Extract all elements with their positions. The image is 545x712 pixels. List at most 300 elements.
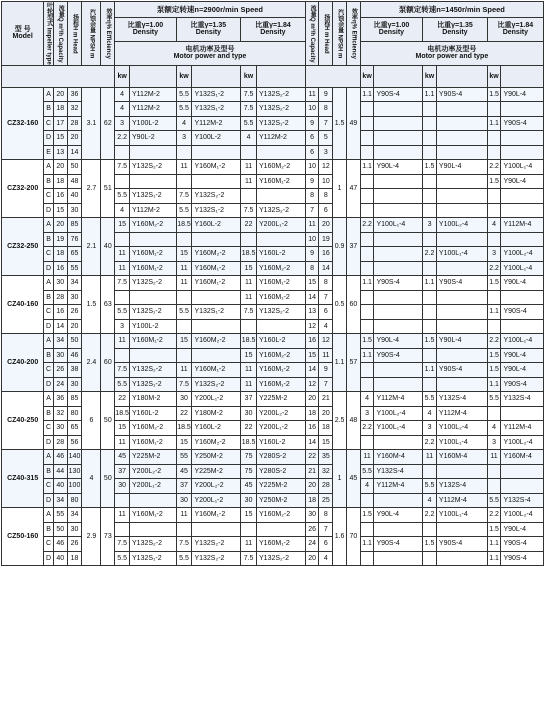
motor-kw-1450-cell: 1.1 — [487, 116, 501, 131]
motor-kw-1450-cell: 1.1 — [360, 348, 374, 363]
capacity-cell: 17 — [53, 116, 67, 131]
capacity-1450-cell: 11 — [305, 87, 319, 102]
motor-kw-cell: 11 — [176, 363, 192, 378]
motor-type-1450-cell: Y112M-4 — [501, 218, 544, 233]
motor-kw-cell: 11 — [241, 160, 257, 175]
capacity-1450-cell: 24 — [305, 537, 319, 552]
motor-type-cell: Y112M-2 — [130, 203, 177, 218]
motor-type-cell: Y160L-2 — [130, 406, 177, 421]
motor-kw-cell: 5.5 — [115, 189, 130, 204]
motor-kw-1450-cell: 1.1 — [487, 305, 501, 320]
model-cell: CZ40-315 — [2, 450, 44, 508]
head-1450-cell: 9 — [319, 87, 333, 102]
motor-type-1450-cell — [436, 522, 487, 537]
motor-kw-cell — [115, 174, 130, 189]
motor-kw-1450-cell: 5.5 — [423, 392, 437, 407]
motor-type-cell — [192, 348, 241, 363]
motor-type-1450-cell: Y112M-4 — [501, 421, 544, 436]
capacity-cell: 20 — [53, 87, 67, 102]
capacity-cell: 19 — [53, 232, 67, 247]
motor-type-1450-cell: Y90S-4 — [501, 377, 544, 392]
motor-type-1450-cell: Y90S-4 — [374, 348, 423, 363]
motor-kw-1450-cell — [423, 102, 437, 117]
capacity-1450-cell: 12 — [305, 319, 319, 334]
motor-kw-cell: 7.5 — [115, 363, 130, 378]
capacity-1450-cell: 8 — [305, 189, 319, 204]
header-kw: kw — [115, 65, 130, 87]
motor-type-1450-cell — [501, 102, 544, 117]
table-row — [2, 392, 544, 407]
capacity-1450-cell: 15 — [305, 348, 319, 363]
motor-kw-1450-cell — [360, 305, 374, 320]
motor-kw-cell — [115, 290, 130, 305]
head-cell: 80 — [67, 406, 82, 421]
motor-kw-cell: 7.5 — [241, 305, 257, 320]
impeller-cell: A — [44, 508, 54, 523]
motor-type-cell: Y200L₂-2 — [257, 406, 306, 421]
motor-type-1450-cell — [501, 145, 544, 160]
motor-kw-1450-cell: 11 — [487, 450, 501, 465]
motor-type-1450-cell: Y90L-4 — [436, 334, 487, 349]
motor-type-cell: Y160M₁-2 — [130, 334, 177, 349]
motor-type-1450-cell — [436, 102, 487, 117]
header-kw: kw — [176, 65, 192, 87]
motor-kw-1450-cell — [360, 102, 374, 117]
motor-kw-1450-cell: 3 — [423, 218, 437, 233]
motor-type-1450-cell — [374, 232, 423, 247]
efficiency-1450-cell: 45 — [346, 450, 360, 508]
motor-type-cell: Y160M₁-2 — [192, 508, 241, 523]
motor-type-cell — [130, 493, 177, 508]
motor-kw-cell: 11 — [241, 290, 257, 305]
motor-kw-cell: 11 — [115, 508, 130, 523]
motor-kw-cell — [115, 493, 130, 508]
header-blank — [374, 65, 423, 87]
head-1450-cell: 14 — [319, 261, 333, 276]
motor-type-1450-cell: Y112M-4 — [374, 479, 423, 494]
motor-type-cell: Y160M₁-2 — [257, 174, 306, 189]
head-cell: 32 — [67, 102, 82, 117]
head-1450-cell: 8 — [319, 102, 333, 117]
head-1450-cell: 35 — [319, 450, 333, 465]
motor-kw-cell: 30 — [241, 406, 257, 421]
motor-kw-1450-cell — [487, 189, 501, 204]
capacity-1450-cell: 6 — [305, 145, 319, 160]
motor-type-cell: Y160M₂-2 — [257, 160, 306, 175]
motor-type-1450-cell — [374, 189, 423, 204]
motor-type-cell: Y112M-2 — [257, 131, 306, 146]
motor-kw-1450-cell — [487, 406, 501, 421]
table-row — [2, 450, 544, 465]
motor-kw-cell: 5.5 — [176, 87, 192, 102]
model-cell: CZ40-250 — [2, 392, 44, 450]
motor-kw-cell: 5.5 — [176, 102, 192, 117]
motor-type-1450-cell — [374, 522, 423, 537]
header-motor-b: 电机功率及型号 Motor power and type — [360, 41, 543, 65]
motor-type-cell: Y225M-2 — [130, 450, 177, 465]
head-1450-cell: 20 — [319, 218, 333, 233]
capacity-1450-cell: 8 — [305, 261, 319, 276]
head-cell: 20 — [67, 131, 82, 146]
motor-kw-1450-cell — [487, 479, 501, 494]
motor-kw-1450-cell — [360, 174, 374, 189]
motor-kw-1450-cell — [487, 203, 501, 218]
header-npsh-1450: 汽蚀余量 NPSH m — [333, 2, 347, 66]
efficiency-1450-cell: 57 — [346, 334, 360, 392]
capacity-1450-cell: 12 — [305, 377, 319, 392]
motor-type-cell — [192, 174, 241, 189]
motor-kw-1450-cell: 2.2 — [423, 247, 437, 262]
motor-kw-1450-cell — [423, 290, 437, 305]
motor-kw-1450-cell: 1.5 — [487, 348, 501, 363]
npsh-1450-cell: 1.6 — [333, 508, 347, 566]
motor-kw-cell: 11 — [115, 261, 130, 276]
header-density-100-a: 比重γ=1.00 Density — [115, 17, 176, 41]
head-cell: 18 — [67, 551, 82, 566]
capacity-1450-cell: 18 — [305, 493, 319, 508]
efficiency-cell: 50 — [101, 450, 115, 508]
capacity-cell: 40 — [53, 551, 67, 566]
motor-kw-1450-cell: 2.2 — [423, 435, 437, 450]
header-kw: kw — [487, 65, 501, 87]
motor-type-1450-cell: Y90S-4 — [501, 537, 544, 552]
head-cell: 50 — [67, 160, 82, 175]
capacity-cell: 44 — [53, 464, 67, 479]
motor-type-1450-cell: Y90L-4 — [501, 522, 544, 537]
impeller-cell: C — [44, 537, 54, 552]
motor-type-cell: Y160M₂-2 — [257, 508, 306, 523]
motor-type-1450-cell — [436, 551, 487, 566]
motor-type-cell: Y200L₁-2 — [257, 218, 306, 233]
motor-kw-cell: 75 — [241, 464, 257, 479]
motor-kw-cell: 30 — [115, 479, 130, 494]
model-cell: CZ32-160 — [2, 87, 44, 160]
head-1450-cell: 19 — [319, 232, 333, 247]
motor-type-cell: Y132S₁-2 — [192, 305, 241, 320]
motor-kw-cell: 5.5 — [176, 551, 192, 566]
head-1450-cell: 9 — [319, 363, 333, 378]
motor-type-cell: Y132S₂-2 — [130, 160, 177, 175]
motor-type-cell — [192, 319, 241, 334]
table-row — [2, 276, 544, 291]
capacity-1450-cell: 13 — [305, 305, 319, 320]
motor-type-1450-cell — [374, 363, 423, 378]
motor-type-cell — [257, 319, 306, 334]
head-cell: 40 — [67, 189, 82, 204]
impeller-cell: A — [44, 392, 54, 407]
motor-type-1450-cell — [374, 145, 423, 160]
motor-kw-1450-cell: 1.1 — [487, 537, 501, 552]
head-cell: 100 — [67, 479, 82, 494]
npsh-cell: 1.5 — [82, 276, 101, 334]
motor-kw-1450-cell: 3 — [487, 247, 501, 262]
motor-type-cell: Y132S₁-2 — [130, 305, 177, 320]
head-cell: 76 — [67, 232, 82, 247]
motor-kw-cell — [115, 145, 130, 160]
motor-type-1450-cell: Y90S-4 — [374, 87, 423, 102]
head-cell: 55 — [67, 261, 82, 276]
motor-type-1450-cell: Y90L-4 — [501, 87, 544, 102]
motor-type-cell — [192, 290, 241, 305]
motor-type-cell: Y132S₂-2 — [192, 377, 241, 392]
motor-kw-cell — [176, 145, 192, 160]
motor-kw-1450-cell — [487, 232, 501, 247]
impeller-cell: B — [44, 464, 54, 479]
header-speed-2900: 泵额定转速n=2900r/min Speed — [115, 2, 306, 18]
capacity-cell: 20 — [53, 218, 67, 233]
motor-kw-cell: 22 — [241, 421, 257, 436]
efficiency-1450-cell: 37 — [346, 218, 360, 276]
motor-type-cell: Y112M-2 — [130, 102, 177, 117]
motor-kw-cell: 18.5 — [241, 435, 257, 450]
efficiency-cell: 60 — [101, 334, 115, 392]
head-1450-cell: 21 — [319, 392, 333, 407]
motor-type-1450-cell: Y100L₂-4 — [501, 435, 544, 450]
motor-kw-1450-cell — [423, 261, 437, 276]
motor-type-cell: Y160M₁-2 — [257, 276, 306, 291]
capacity-cell: 28 — [53, 290, 67, 305]
motor-type-1450-cell — [374, 551, 423, 566]
motor-type-cell: Y132S₁-2 — [130, 377, 177, 392]
motor-kw-cell: 7.5 — [176, 377, 192, 392]
motor-type-1450-cell — [436, 377, 487, 392]
motor-type-cell: Y160M₂-2 — [257, 348, 306, 363]
capacity-cell: 14 — [53, 319, 67, 334]
motor-type-1450-cell — [374, 305, 423, 320]
motor-type-1450-cell — [374, 174, 423, 189]
motor-kw-cell: 7.5 — [176, 537, 192, 552]
head-cell: 50 — [67, 334, 82, 349]
capacity-cell: 18 — [53, 247, 67, 262]
motor-kw-1450-cell: 1.5 — [487, 363, 501, 378]
motor-type-1450-cell — [501, 464, 544, 479]
motor-kw-cell: 3 — [176, 131, 192, 146]
capacity-cell: 18 — [53, 102, 67, 117]
efficiency-cell: 40 — [101, 218, 115, 276]
capacity-cell: 30 — [53, 276, 67, 291]
motor-kw-1450-cell — [487, 319, 501, 334]
motor-kw-cell: 11 — [241, 377, 257, 392]
impeller-cell: A — [44, 87, 54, 102]
table-row — [2, 334, 544, 349]
header-kw: kw — [423, 65, 437, 87]
motor-kw-cell: 30 — [241, 493, 257, 508]
motor-type-1450-cell: Y100L₂-4 — [436, 421, 487, 436]
capacity-1450-cell: 11 — [305, 218, 319, 233]
motor-type-1450-cell: Y90S-4 — [436, 87, 487, 102]
head-1450-cell: 12 — [319, 160, 333, 175]
motor-type-1450-cell: Y90L-4 — [501, 348, 544, 363]
motor-kw-cell: 11 — [241, 174, 257, 189]
pump-spec-table — [1, 1, 544, 566]
head-1450-cell: 25 — [319, 493, 333, 508]
motor-type-1450-cell — [374, 261, 423, 276]
head-cell: 30 — [67, 290, 82, 305]
capacity-1450-cell: 14 — [305, 363, 319, 378]
motor-kw-cell: 15 — [241, 508, 257, 523]
head-cell: 30 — [67, 377, 82, 392]
impeller-cell: D — [44, 203, 54, 218]
header-blank — [501, 65, 544, 87]
motor-kw-cell: 11 — [115, 247, 130, 262]
motor-type-cell: Y132S₂-2 — [257, 102, 306, 117]
capacity-1450-cell: 16 — [305, 421, 319, 436]
motor-kw-1450-cell — [423, 189, 437, 204]
capacity-1450-cell: 26 — [305, 522, 319, 537]
motor-type-1450-cell — [501, 406, 544, 421]
motor-kw-1450-cell — [360, 522, 374, 537]
impeller-cell: A — [44, 160, 54, 175]
motor-kw-cell — [241, 232, 257, 247]
motor-kw-1450-cell: 3 — [360, 406, 374, 421]
motor-type-cell: Y160M₂-2 — [192, 334, 241, 349]
head-cell: 65 — [67, 421, 82, 436]
capacity-cell: 18 — [53, 174, 67, 189]
motor-type-1450-cell — [501, 319, 544, 334]
motor-type-cell: Y132S₂-2 — [257, 305, 306, 320]
motor-type-1450-cell: Y112M-4 — [436, 406, 487, 421]
head-cell: 80 — [67, 493, 82, 508]
motor-type-1450-cell — [436, 174, 487, 189]
motor-kw-1450-cell — [487, 145, 501, 160]
motor-type-cell: Y160M₁-2 — [130, 435, 177, 450]
impeller-cell: C — [44, 479, 54, 494]
motor-kw-1450-cell: 1.1 — [360, 87, 374, 102]
npsh-cell: 4 — [82, 450, 101, 508]
head-cell: 38 — [67, 363, 82, 378]
motor-type-cell: Y250M-2 — [192, 450, 241, 465]
motor-kw-cell: 4 — [115, 87, 130, 102]
motor-type-1450-cell: Y90S-4 — [501, 305, 544, 320]
head-1450-cell: 7 — [319, 522, 333, 537]
motor-kw-cell: 11 — [176, 508, 192, 523]
motor-kw-1450-cell: 1.5 — [360, 334, 374, 349]
motor-kw-1450-cell — [487, 464, 501, 479]
capacity-1450-cell: 16 — [305, 334, 319, 349]
capacity-cell: 30 — [53, 348, 67, 363]
capacity-cell: 46 — [53, 537, 67, 552]
motor-type-cell: Y180M-2 — [130, 392, 177, 407]
motor-type-1450-cell: Y100L₂-4 — [436, 218, 487, 233]
motor-type-cell — [257, 232, 306, 247]
npsh-1450-cell: 2.5 — [333, 392, 347, 450]
head-1450-cell: 4 — [319, 551, 333, 566]
npsh-cell: 2.4 — [82, 334, 101, 392]
motor-kw-cell: 7.5 — [115, 276, 130, 291]
motor-kw-cell: 15 — [241, 348, 257, 363]
motor-kw-cell: 7.5 — [176, 189, 192, 204]
motor-kw-cell: 18.5 — [241, 334, 257, 349]
motor-type-cell: Y160M₂-2 — [130, 421, 177, 436]
efficiency-cell: 50 — [101, 392, 115, 450]
npsh-1450-cell: 0.9 — [333, 218, 347, 276]
head-cell: 46 — [67, 348, 82, 363]
motor-kw-1450-cell — [423, 232, 437, 247]
motor-kw-1450-cell — [360, 290, 374, 305]
motor-type-1450-cell — [436, 348, 487, 363]
capacity-1450-cell: 20 — [305, 479, 319, 494]
impeller-cell: B — [44, 174, 54, 189]
head-1450-cell: 12 — [319, 334, 333, 349]
table-row — [2, 508, 544, 523]
motor-kw-cell: 5.5 — [115, 377, 130, 392]
efficiency-cell: 51 — [101, 160, 115, 218]
motor-type-1450-cell: Y132S-4 — [374, 464, 423, 479]
motor-type-cell: Y132S₂-2 — [192, 537, 241, 552]
motor-type-1450-cell — [501, 203, 544, 218]
motor-type-1450-cell: Y132S-4 — [501, 392, 544, 407]
motor-kw-cell: 7.5 — [241, 87, 257, 102]
motor-type-1450-cell — [436, 232, 487, 247]
head-1450-cell: 4 — [319, 319, 333, 334]
efficiency-1450-cell: 48 — [346, 392, 360, 450]
impeller-cell: C — [44, 189, 54, 204]
motor-kw-1450-cell — [360, 131, 374, 146]
motor-type-1450-cell — [436, 131, 487, 146]
motor-type-cell: Y280S-2 — [257, 464, 306, 479]
impeller-cell: D — [44, 377, 54, 392]
impeller-cell: B — [44, 290, 54, 305]
head-cell: 30 — [67, 203, 82, 218]
motor-kw-cell: 4 — [176, 116, 192, 131]
npsh-1450-cell: 1 — [333, 160, 347, 218]
table-row — [2, 218, 544, 233]
motor-type-cell: Y132S₂-2 — [130, 363, 177, 378]
impeller-cell: D — [44, 551, 54, 566]
impeller-cell: C — [44, 363, 54, 378]
motor-type-cell: Y132S₁-2 — [192, 102, 241, 117]
motor-kw-1450-cell — [360, 363, 374, 378]
motor-kw-1450-cell: 1.1 — [360, 276, 374, 291]
motor-kw-cell — [176, 232, 192, 247]
motor-kw-1450-cell: 2.2 — [487, 261, 501, 276]
motor-kw-1450-cell — [487, 102, 501, 117]
motor-type-cell: Y200L₂-2 — [130, 464, 177, 479]
head-cell: 140 — [67, 450, 82, 465]
motor-kw-1450-cell — [423, 551, 437, 566]
efficiency-cell: 63 — [101, 276, 115, 334]
capacity-cell: 36 — [53, 392, 67, 407]
motor-kw-1450-cell — [423, 522, 437, 537]
impeller-cell: C — [44, 305, 54, 320]
motor-kw-cell: 45 — [176, 464, 192, 479]
motor-type-cell: Y100L-2 — [130, 319, 177, 334]
capacity-cell: 16 — [53, 189, 67, 204]
capacity-cell: 30 — [53, 421, 67, 436]
motor-kw-cell: 37 — [176, 479, 192, 494]
motor-kw-cell: 4 — [241, 131, 257, 146]
motor-kw-1450-cell — [360, 261, 374, 276]
motor-kw-cell: 22 — [115, 392, 130, 407]
capacity-1450-cell: 10 — [305, 232, 319, 247]
motor-type-1450-cell — [501, 479, 544, 494]
head-cell: 28 — [67, 116, 82, 131]
motor-kw-cell: 37 — [115, 464, 130, 479]
head-1450-cell: 10 — [319, 174, 333, 189]
motor-kw-1450-cell: 1.5 — [423, 334, 437, 349]
motor-kw-1450-cell — [360, 493, 374, 508]
motor-kw-1450-cell: 4 — [360, 479, 374, 494]
head-cell: 20 — [67, 319, 82, 334]
motor-kw-cell: 3 — [115, 116, 130, 131]
motor-type-cell: Y132S₂-2 — [130, 276, 177, 291]
motor-kw-1450-cell: 4 — [360, 392, 374, 407]
motor-type-1450-cell — [374, 102, 423, 117]
capacity-cell: 15 — [53, 203, 67, 218]
capacity-cell: 46 — [53, 450, 67, 465]
table-row — [2, 87, 544, 102]
capacity-1450-cell: 9 — [305, 247, 319, 262]
